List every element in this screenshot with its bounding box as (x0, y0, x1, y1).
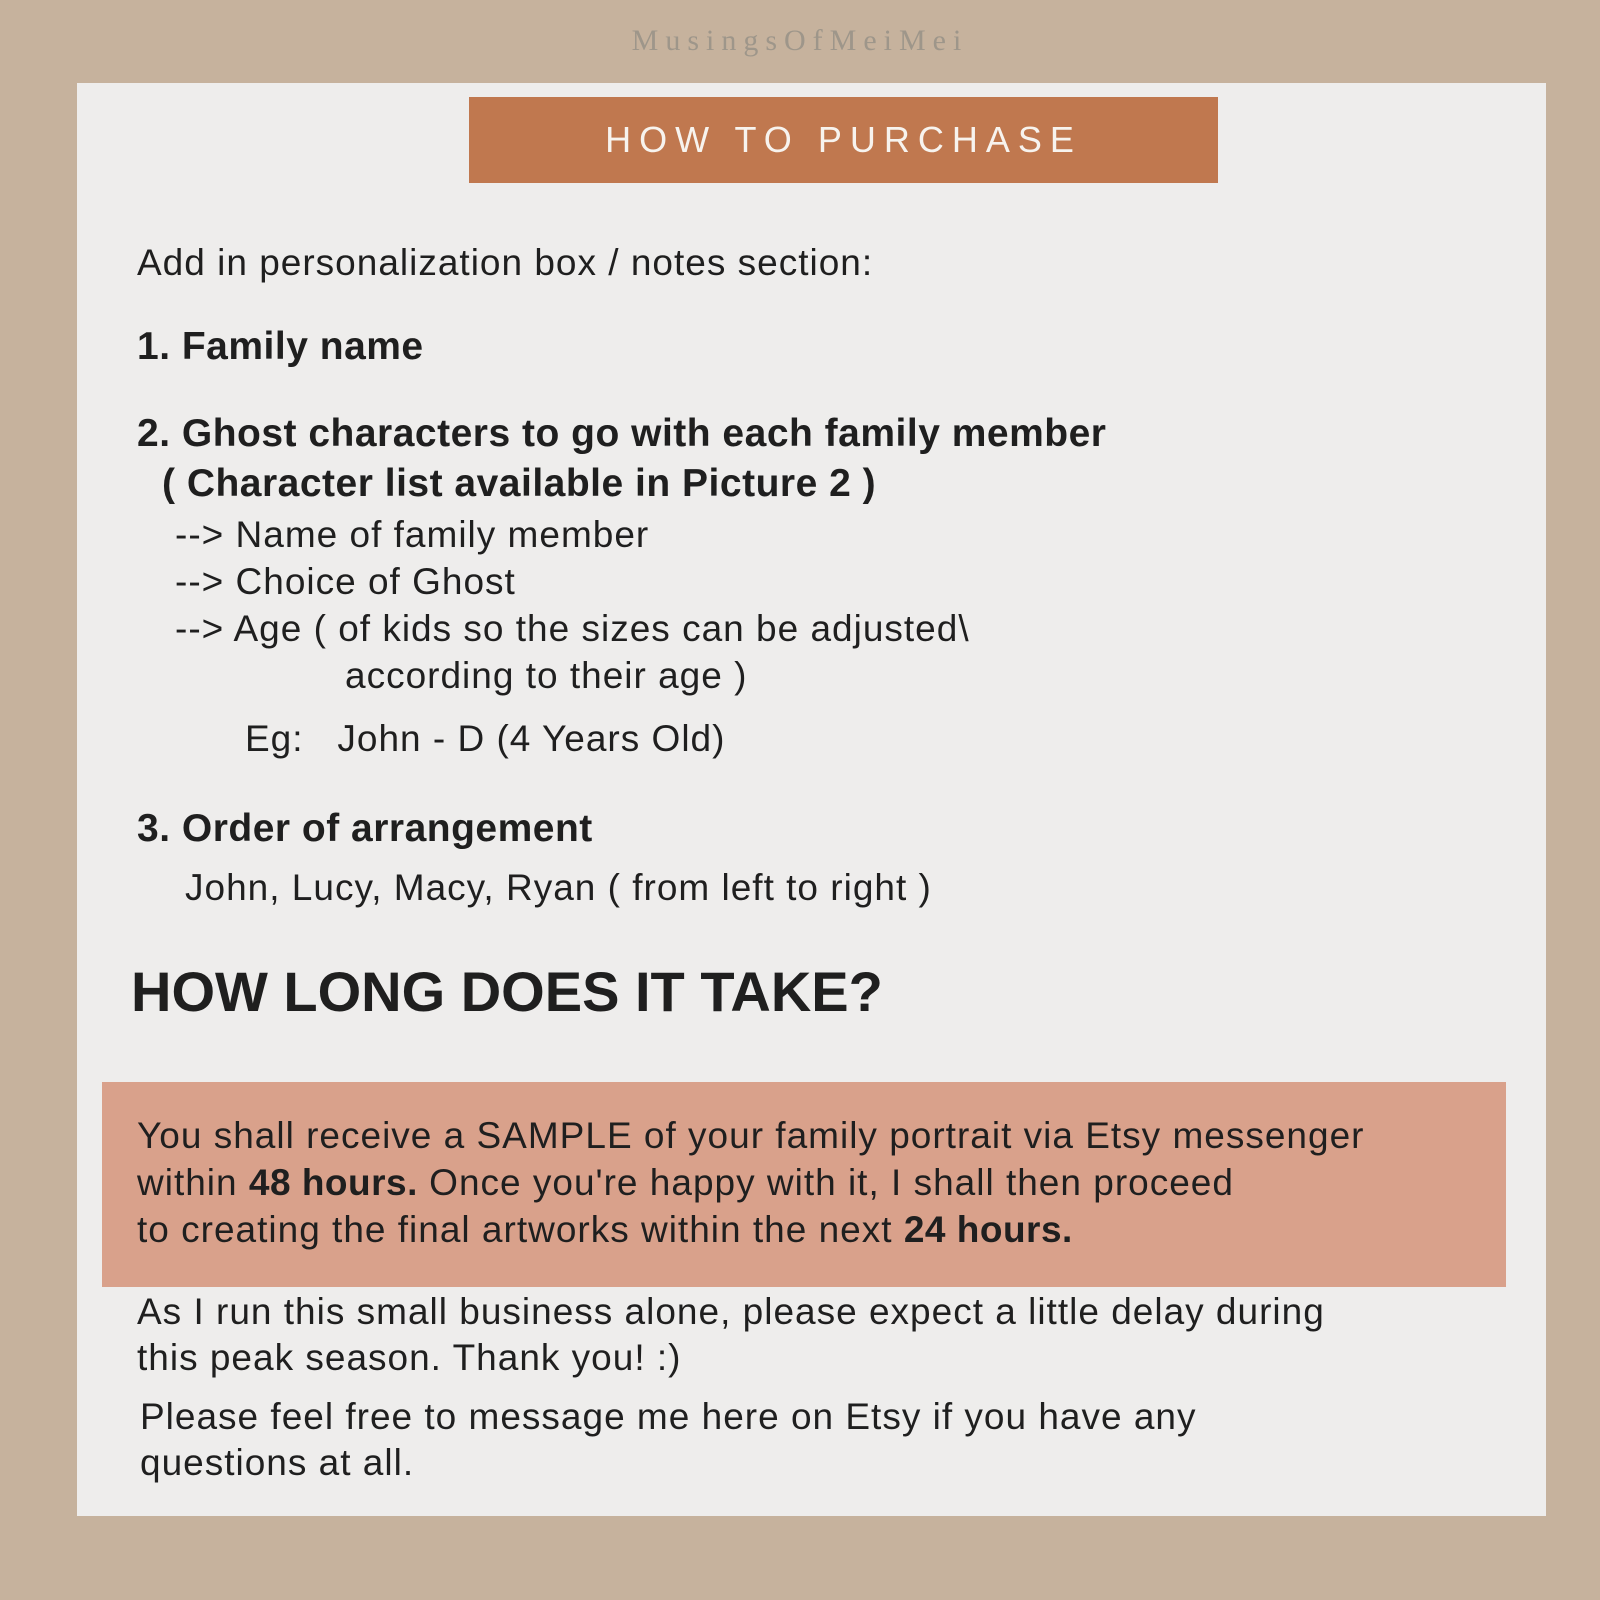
highlight-line: You shall receive a SAMPLE of your family portrait via Etsy messenger (137, 1115, 1365, 1156)
example-text: Eg: John - D (4 Years Old) (245, 718, 726, 759)
list-item-family-name: 1. Family name (137, 325, 424, 368)
info-card (77, 83, 1546, 1516)
list-item-arrangement-detail: John, Lucy, Macy, Ryan ( from left to right ) (185, 867, 932, 908)
delay-note-line2: this peak season. Thank you! :) (137, 1337, 682, 1378)
arrow-item-age: --> Age ( of kids so the sizes can be adjusted\ (175, 608, 970, 649)
list-item-ghost-characters-line1: 2. Ghost characters to go with each family member (137, 412, 1107, 455)
arrow-sublist (175, 511, 970, 699)
contact-note-line2: questions at all. (140, 1442, 415, 1483)
shop-watermark: MusingsOfMeiMei (631, 24, 969, 57)
title-banner (469, 97, 1218, 183)
arrow-item-name: --> Name of family member (175, 514, 650, 555)
section-heading-duration: HOW LONG DOES IT TAKE? (131, 960, 883, 1023)
arrow-item-age-continuation: according to their age ) (345, 655, 748, 696)
page-title: HOW TO PURCHASE (605, 119, 1082, 160)
delay-note (137, 1289, 1325, 1381)
delay-note-line1: As I run this small business alone, please expect a little delay during (137, 1291, 1325, 1332)
contact-note (140, 1394, 1197, 1486)
intro-text: Add in personalization box / notes section: (137, 242, 874, 283)
list-item-ghost-characters (137, 409, 1106, 509)
arrow-item-ghost-choice: --> Choice of Ghost (175, 561, 516, 602)
highlight-box (102, 1082, 1506, 1287)
list-item-arrangement: 3. Order of arrangement (137, 807, 593, 850)
highlight-line: to creating the final artworks within the next 24 hours. (137, 1209, 1073, 1250)
contact-note-line1: Please feel free to message me here on Etsy if you have any (140, 1396, 1197, 1437)
list-item-ghost-characters-line2: ( Character list available in Picture 2 ) (162, 462, 877, 505)
highlight-line: within 48 hours. Once you're happy with it, I shall then proceed (137, 1162, 1234, 1203)
